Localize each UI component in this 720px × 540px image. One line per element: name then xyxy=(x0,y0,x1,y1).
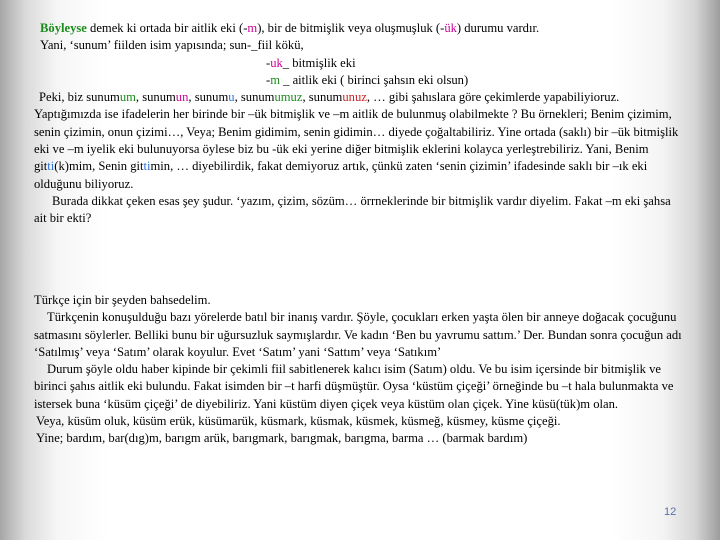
suffix-m: m xyxy=(270,72,280,87)
text: - xyxy=(266,72,271,87)
section-suffix-analysis xyxy=(0,20,720,228)
suffix-u: u xyxy=(228,90,235,105)
suffix-uk: uk xyxy=(270,55,283,70)
paragraph-burada: Burada dikkat çeken esas şey şudur. ‘yazım, çizim, sözüm… örrneklerinde bir bitmişlik vardır diyelim. Fakat –m eki şahsa ait bir ekti? xyxy=(34,193,671,226)
suffix-uk: ük xyxy=(444,21,457,35)
page-number: 12 xyxy=(664,506,677,518)
text: _ aitlik eki ( birinci şahsın eki olsun) xyxy=(280,72,469,87)
text: Türkçe için bir şeyden bahsedelim. xyxy=(34,293,211,307)
paragraph-inanis: Türkçenin konuşulduğu bazı yörelerde batıl bir inanış vardır. Şöyle, çocukları erken yaşta ölen bir anneye doğacak çocuğunu satmasını söylerler. Belliki bunu bir uğursuzluk saymışlardır. Ve kadın ‘Ben bu yavrumu sattım.’ Der. Bundan sonra çocuğun adı ‘Satılmış’ veya ‘Satım’ olarak koyulur. Evet ‘Satım’ yani ‘Sattım’ veya ‘Satıkım’ xyxy=(34,310,682,359)
suffix-unuz: unuz xyxy=(342,90,367,105)
text: , … gibi şahıslara göre çekimlerde yapabiliyioruz. Yaptığımızda ise ifadelerin her birinde bir –ük bitmişlik ve –m aitlik de bulunmuş olabilmekte ? Bu örnekleri; Benim çizimim, senin çizimin, onun çizimi…, Veya; Benim gidimim, senin gidimin… diyede çoğaltabiliriz. Yine ortada (saklı) bir –ük bitmişlik eki ve –m iyelik eki bulunuyorsa öylese biz bu -ük eki yerine diğer bitmişlik eklerini kolayca yerleştrebiliriz. Yani, Benim git xyxy=(34,90,679,174)
suffix-ti: ti xyxy=(47,159,55,174)
text: - xyxy=(266,55,271,70)
text: , sunum xyxy=(234,90,275,105)
line-uk-suffix xyxy=(34,55,686,72)
text: ) durumu vardır. xyxy=(456,21,540,35)
text: , sunum xyxy=(188,90,229,105)
suffix-umuz: umuz xyxy=(274,90,303,105)
section-satim-story xyxy=(0,292,720,448)
text: , sunum xyxy=(302,90,343,105)
paragraph-bardim: Yine; bardım, bar(dıg)m, barıgm arük, barıgmark, barıgmak, barıgma, barma … (barmak bardım) xyxy=(36,431,528,446)
suffix-ti: ti xyxy=(143,159,151,174)
text: , sunum xyxy=(135,90,176,105)
text: demek ki ortada bir aitlik eki (- xyxy=(86,21,248,35)
text: min, … diyebilirdik, fakat demiyoruz artık, çünkü zaten ‘senin çizimin’ ifadesinde saklı bir –ık eki olduğunu biliyoruz. xyxy=(34,159,648,191)
paragraph-turkce-intro xyxy=(34,292,686,309)
suffix-m: m xyxy=(247,21,258,35)
paragraph-sunum: Yani, ‘sunum’ fiilden isim yapısında; sun-_fiil kökü, xyxy=(40,38,304,53)
keyword-boyleyse: Böyleyse xyxy=(40,21,87,35)
paragraph-examples xyxy=(34,89,686,193)
paragraph-kusum: Veya, küsüm oluk, küsüm erük, küsümarük, küsmark, küsmak, küsmek, küsmeğ, küsmey, küsme çiçeği. xyxy=(36,414,561,429)
text: ), bir de bitmişlik veya oluşmuşluk (- xyxy=(257,21,445,35)
text: (k)mim, Senin git xyxy=(54,159,144,174)
suffix-um: um xyxy=(119,90,136,105)
paragraph-intro xyxy=(34,20,686,37)
paragraph-durum: Durum şöyle oldu haber kipinde bir çekimli fiil sabitlenerek kalıcı isim (Satım) oldu. Ve bu isim içersinde bir bitmişlik ve birinci şahıs aitlik eki bulundu. Fakat isimden bir –t harfi düşmüştür. Oysa ‘küstüm çiçeği’ örneğinde bu –t hala bulunmakta ve istersek buna ‘küsüm çiçeği’ de diyebiliriz. Yani küstüm diyen çiçek veya küstüm olan çiçek. Yine küsü(tük)m olan. xyxy=(34,362,674,411)
line-m-suffix xyxy=(34,72,686,89)
suffix-un: un xyxy=(175,90,189,105)
text: _ bitmişlik eki xyxy=(282,55,356,70)
text: Peki, biz sunum xyxy=(39,90,120,105)
